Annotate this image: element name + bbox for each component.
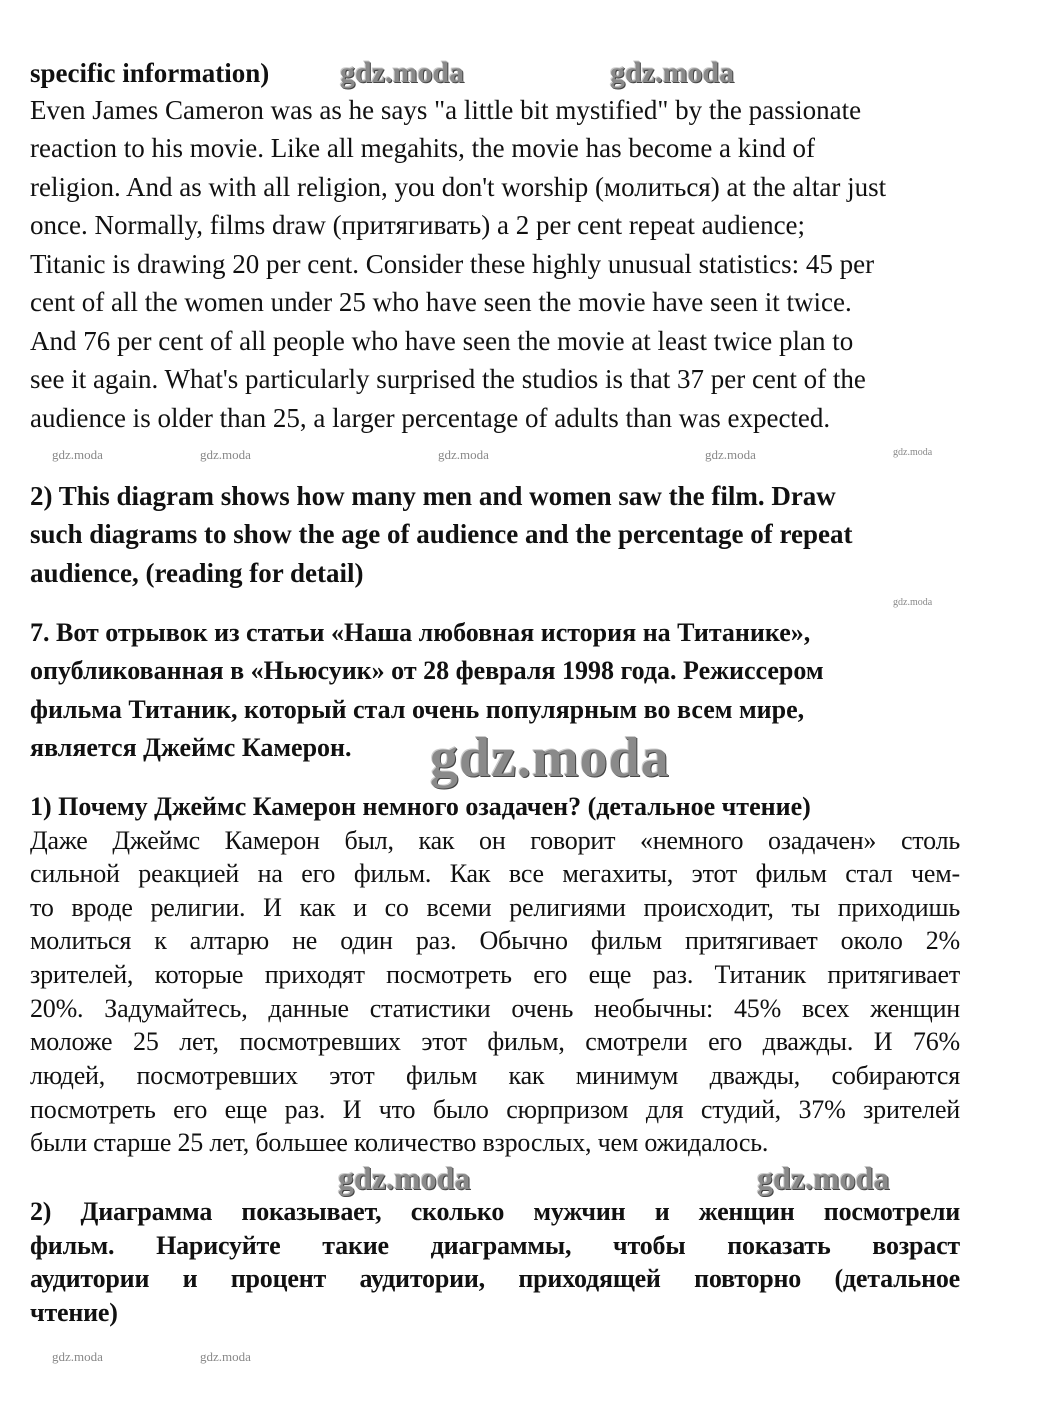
watermark: gdz.moda (893, 597, 933, 608)
text-line: such diagrams to show the age of audience and the percentage of repeat (30, 519, 853, 549)
text-line: 20%. Задумайтесь, данные статистики очень необычны: 45% всех женщин (30, 994, 960, 1023)
watermark: gdz.moda (705, 447, 756, 462)
watermark: gdz.moda (430, 727, 670, 789)
text-line: once. Normally, films draw (притягивать) a 2 per cent repeat audience; (30, 210, 806, 240)
text-line: 2) This diagram shows how many men and women saw the film. Draw (30, 481, 836, 511)
text-line: чтение) (30, 1298, 118, 1327)
text-line: cent of all the women under 25 who have seen the movie have seen it twice. (30, 287, 852, 317)
text-line: 2) Диаграмма показывает, сколько мужчин и женщин посмотрели (30, 1197, 960, 1226)
watermark: gdz.moda (757, 1160, 890, 1196)
text-line: And 76 per cent of all people who have seen the movie at least twice plan to (30, 326, 854, 356)
watermark: gdz.moda (893, 447, 933, 458)
watermark: gdz.moda (610, 56, 735, 89)
text-line: фильм. Нарисуйте такие диаграммы, чтобы показать возраст (30, 1231, 960, 1260)
text-line: моложе 25 лет, посмотревших этот фильм, смотрели его дважды. И 76% (30, 1027, 960, 1056)
text-line: зрителей, которые приходят посмотреть его еще раз. Титаник притягивает (30, 960, 960, 989)
watermark: gdz.moda (200, 447, 251, 462)
watermark: gdz.moda (340, 56, 465, 89)
text-line: Even James Cameron was as he says "a little bit mystified" by the passionate (30, 95, 862, 125)
text-line: является Джеймс Камерон. (30, 733, 352, 762)
text-line: то вроде религии. И как и со всеми религиями происходит, ты приходишь (30, 893, 960, 922)
watermark: gdz.moda (52, 447, 103, 462)
text-line: audience is older than 25, a larger percentage of adults than was expected. (30, 403, 831, 433)
text-line: Titanic is drawing 20 per cent. Consider these highly unusual statistics: 45 per (30, 249, 875, 279)
text-line: людей, посмотревших этот фильм как минимум дважды, собираются (30, 1061, 960, 1090)
watermark: gdz.moda (52, 1349, 103, 1364)
text-line: опубликованная в «Ньюсуик» от 28 февраля 1998 года. Режиссером (30, 656, 824, 685)
text-line: аудитории и процент аудитории, приходящей повторно (детальное (30, 1264, 960, 1293)
watermark: gdz.moda (438, 447, 489, 462)
heading-tail: specific information) (30, 58, 270, 88)
text-line: посмотреть его еще раз. И что было сюрпризом для студий, 37% зрителей (30, 1095, 960, 1124)
text-line: сильной реакцией на его фильм. Как все мегахиты, этот фильм стал чем- (30, 859, 960, 888)
russian-question-1: 1) Почему Джеймс Камерон немного озадачен? (детальное чтение) (30, 792, 811, 821)
text-line: 7. Вот отрывок из статьи «Наша любовная история на Титанике», (30, 618, 811, 647)
watermark: gdz.moda (200, 1349, 251, 1364)
text-line: Даже Джеймс Камерон был, как он говорит «немного озадачен» столь (30, 826, 960, 855)
text-line: reaction to his movie. Like all megahits, the movie has become a kind of (30, 133, 816, 163)
text-line: молиться к алтарю не один раз. Обычно фильм притягивает около 2% (30, 926, 960, 955)
text-line: see it again. What's particularly surprised the studios is that 37 per cent of the (30, 364, 866, 394)
text-line: были старше 25 лет, большее количество взрослых, чем ожидалось. (30, 1128, 769, 1157)
watermark: gdz.moda (338, 1160, 471, 1196)
text-line: religion. And as with all religion, you don't worship (молиться) at the altar just (30, 172, 887, 202)
text-line: audience, (reading for detail) (30, 558, 364, 588)
text-line: фильма Титаник, который стал очень популярным во всем мире, (30, 695, 805, 724)
